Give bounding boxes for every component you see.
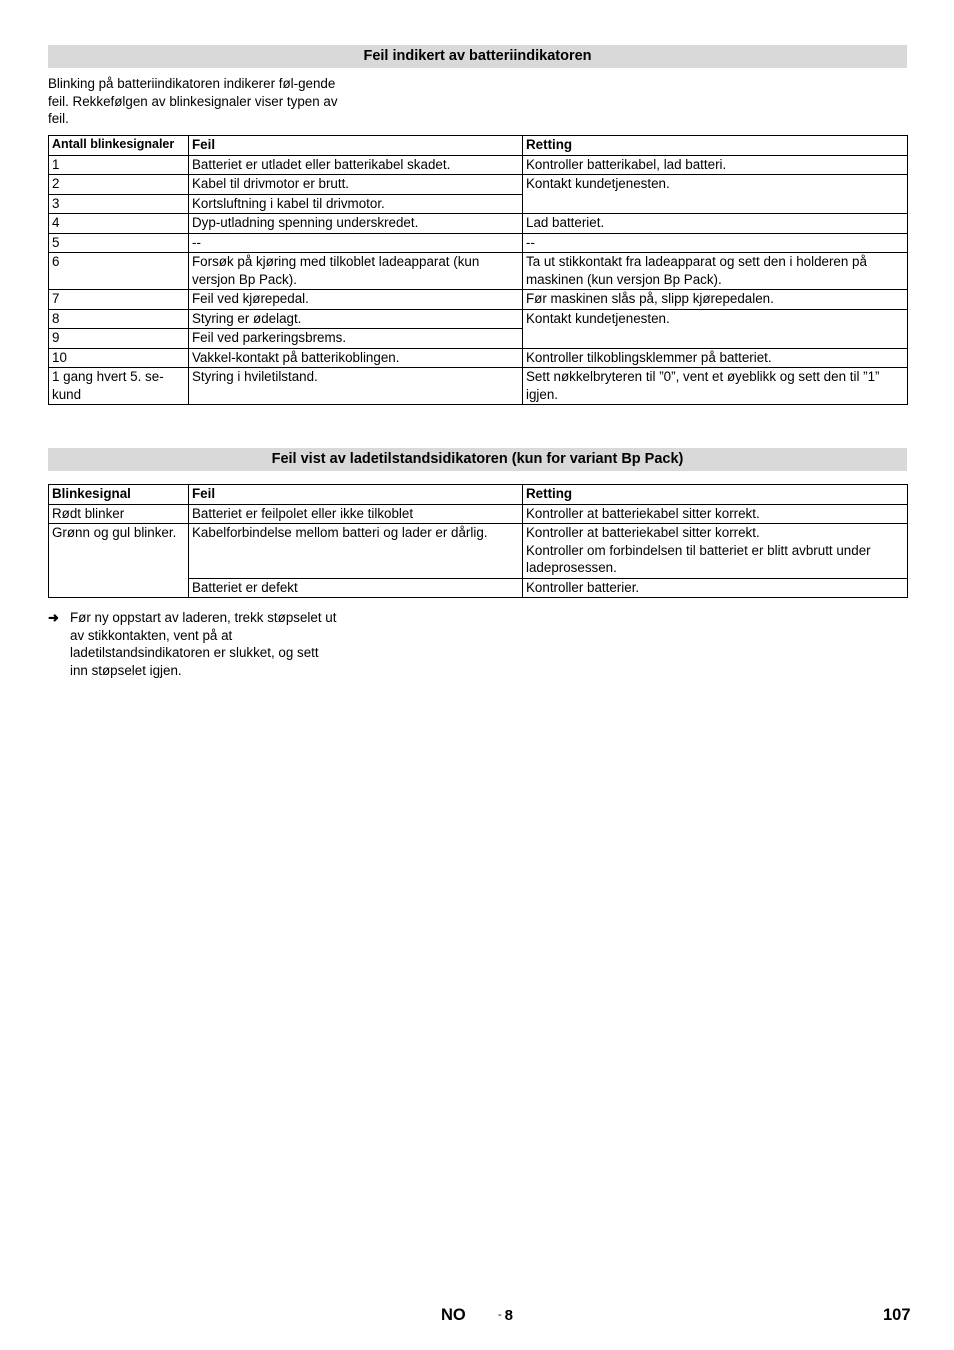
fault-cell: Feil ved parkeringsbrems. <box>189 329 523 349</box>
column-header: Retting <box>523 485 908 505</box>
remedy-cell: Kontakt kundetjenesten. <box>523 309 908 348</box>
column-header: Antall blinkesignaler <box>49 136 189 156</box>
fault-cell: Styring er ødelagt. <box>189 309 523 329</box>
remedy-cell: Sett nøkkelbryteren til ”0”, vent et øyeblikk og sett den til ”1” igjen. <box>523 368 908 405</box>
signal-cell: 10 <box>49 348 189 368</box>
signal-cell: 7 <box>49 290 189 310</box>
table-row <box>49 253 908 290</box>
fault-cell: Batteriet er utladet eller batterikabel skadet. <box>189 155 523 175</box>
signal-cell: 5 <box>49 233 189 253</box>
signal-cell: 1 gang hvert 5. se-kund <box>49 368 189 405</box>
signal-cell: 8 <box>49 309 189 329</box>
table-row <box>49 348 908 368</box>
fault-cell: Kabelforbindelse mellom batteri og lader er dårlig. <box>189 524 523 579</box>
table-row <box>49 214 908 234</box>
arrow-right-icon: ➜ <box>48 610 59 625</box>
remedy-line: Kontroller om forbindelsen til batteriet er blitt avbrutt under ladeprosessen. <box>526 542 871 575</box>
charge-fault-table <box>48 484 908 598</box>
column-header: Feil <box>189 485 523 505</box>
fault-cell: Styring i hviletilstand. <box>189 368 523 405</box>
signal-cell: 2 <box>49 175 189 195</box>
battery-fault-table <box>48 135 908 405</box>
footer-section-number: 8 <box>504 1307 514 1324</box>
remedy-cell: Kontroller batterikabel, lad batteri. <box>523 155 908 175</box>
table-row <box>49 524 908 579</box>
table-row <box>49 504 908 524</box>
table-row <box>49 155 908 175</box>
table-header-row <box>49 136 908 156</box>
signal-cell: 6 <box>49 253 189 290</box>
fault-cell: Dyp-utladning spenning underskredet. <box>189 214 523 234</box>
section-title-charge-indicator: Feil vist av ladetilstandsidikatoren (kun for variant Bp Pack) <box>48 448 907 471</box>
footer-language: NO <box>441 1306 466 1324</box>
fault-cell: Batteriet er feilpolet eller ikke tilkoblet <box>189 504 523 524</box>
signal-cell: Rødt blinker <box>49 504 189 524</box>
column-header: Retting <box>523 136 908 156</box>
table-row <box>49 368 908 405</box>
fault-cell: -- <box>189 233 523 253</box>
footer-dash: - <box>498 1309 502 1321</box>
note-text: Før ny oppstart av laderen, trekk støpselet ut av stikkontakten, vent på at ladetilstandsindikatoren er slukket, og sett inn støpselet igjen. <box>70 610 337 678</box>
table-row <box>49 309 908 329</box>
footer-page-number: 107 <box>883 1306 911 1324</box>
remedy-line: Kontroller at batteriekabel sitter korrekt. <box>526 525 760 540</box>
remedy-cell: Kontroller batterier. <box>523 578 908 598</box>
restart-note <box>48 609 338 679</box>
signal-cell: 9 <box>49 329 189 349</box>
footer-section-page <box>498 1307 513 1324</box>
fault-cell: Batteriet er defekt <box>189 578 523 598</box>
column-header: Blinkesignal <box>49 485 189 505</box>
section-title-battery-indicator: Feil indikert av batteriindikatoren <box>48 45 907 68</box>
column-header: Feil <box>189 136 523 156</box>
remedy-cell: Kontakt kundetjenesten. <box>523 175 908 214</box>
table-row <box>49 290 908 310</box>
intro-paragraph: Blinking på batteriindikatoren indikerer føl-gende feil. Rekkefølgen av blinkesignaler viser typen av feil. <box>48 76 338 126</box>
remedy-cell: Kontroller at batteriekabel sitter korrekt. <box>523 504 908 524</box>
table-header-row <box>49 485 908 505</box>
fault-cell: Vakkel-kontakt på batterikoblingen. <box>189 348 523 368</box>
signal-cell: 4 <box>49 214 189 234</box>
remedy-cell: Lad batteriet. <box>523 214 908 234</box>
table-row <box>49 175 908 195</box>
remedy-cell <box>523 524 908 579</box>
signal-cell: Grønn og gul blinker. <box>49 524 189 598</box>
remedy-cell: Kontroller tilkoblingsklemmer på batteriet. <box>523 348 908 368</box>
fault-cell: Kortsluftning i kabel til drivmotor. <box>189 194 523 214</box>
signal-cell: 3 <box>49 194 189 214</box>
table-row <box>49 233 908 253</box>
remedy-cell: -- <box>523 233 908 253</box>
fault-cell: Kabel til drivmotor er brutt. <box>189 175 523 195</box>
remedy-cell: Ta ut stikkontakt fra ladeapparat og sett den i holderen på maskinen (kun versjon Bp Pack). <box>523 253 908 290</box>
fault-cell: Feil ved kjørepedal. <box>189 290 523 310</box>
signal-cell: 1 <box>49 155 189 175</box>
remedy-cell: Før maskinen slås på, slipp kjørepedalen. <box>523 290 908 310</box>
fault-cell: Forsøk på kjøring med tilkoblet ladeapparat (kun versjon Bp Pack). <box>189 253 523 290</box>
